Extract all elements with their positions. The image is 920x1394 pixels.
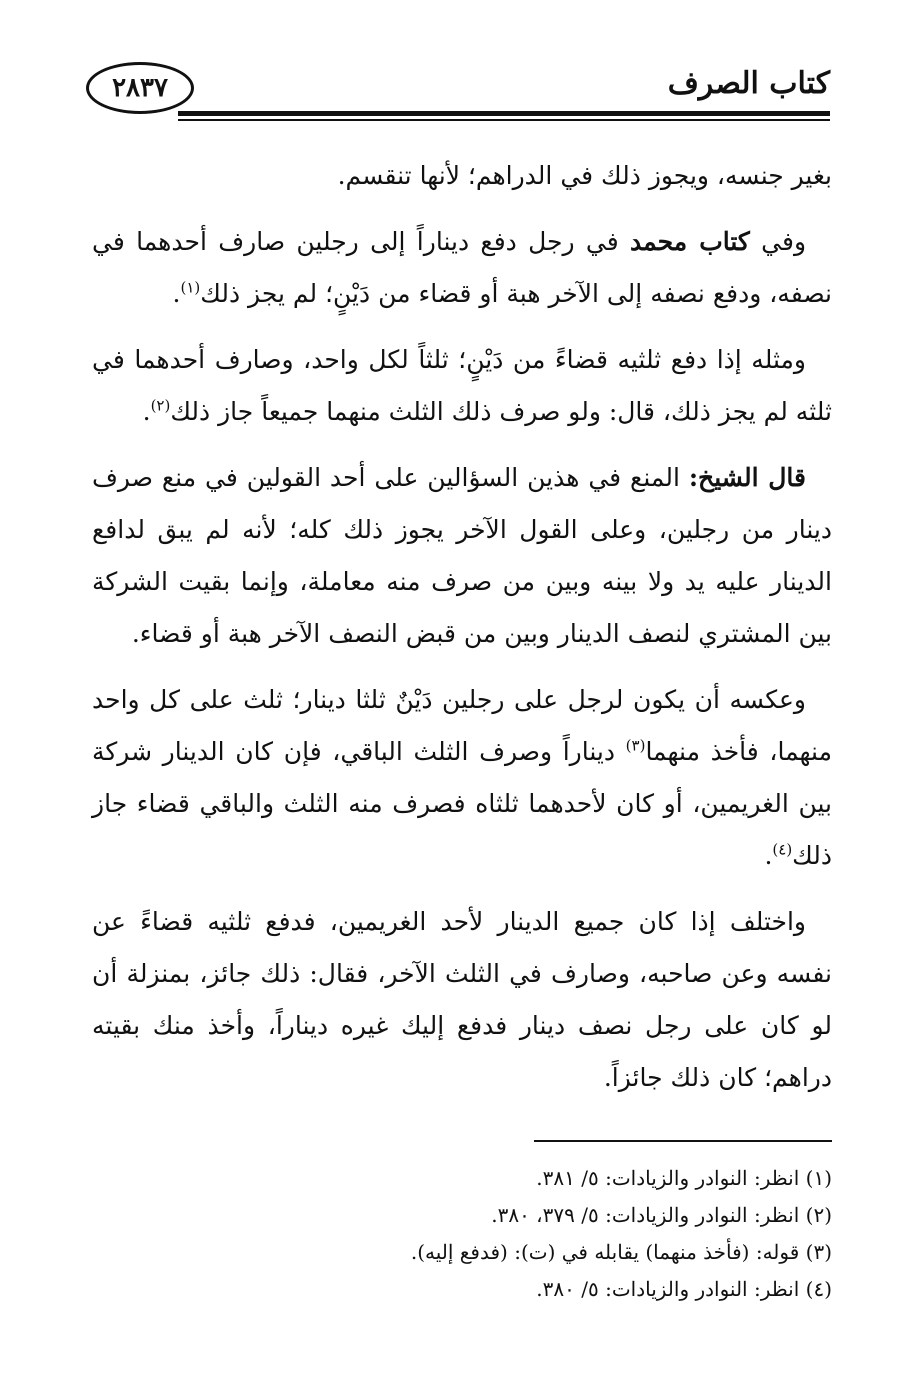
header-rule-thick	[178, 111, 830, 116]
footnote-4: (٤) انظر: النوادر والزيادات: ٥/ ٣٨٠.	[536, 1277, 832, 1301]
footnotes	[92, 1160, 832, 1308]
book-title: كتاب الصرف	[667, 66, 830, 101]
page-number: ٢٨٣٧	[112, 73, 168, 103]
paragraph-6: واختلف إذا كان جميع الدينار لأحد الغريمين، فدفع ثلثيه قضاءً عن نفسه وعن صاحبه، وصارف في الثلث الآخر، فقال: ذلك جائز، بمنزلة أن لو كان على رجل نصف دينار فدفع إليك غيره ديناراً، وأخذ منك بقيته دراهم؛ كان ذلك جائزاً.	[92, 907, 832, 1092]
paragraph-4: قال الشيخ: المنع في هذين السؤالين على أحد القولين في منع صرف دينار من رجلين، وعلى القول الآخر يجوز ذلك كله؛ لأنه لم يبق لدافع الدينار عليه يد ولا بينه وبين من صرف منه معاملة، وإنما بقيت الشركة بين المشتري لنصف الدينار وبين من قبض النصف الآخر هبة أو قضاء.	[92, 463, 832, 648]
paragraph-5: وعكسه أن يكون لرجل على رجلين دَيْنٌ ثلثا دينار؛ ثلث على كل واحد منهما، فأخذ منهما$^{(٣)}$ ديناراً وصرف الثلث الباقي، فإن كان الدينار شركة بين الغريمين، أو كان لأحدهما ثلثاه فصرف منه الثلث والباقي قضاء جاز ذلك$^{(٤)}$.	[92, 685, 832, 870]
page-header	[86, 58, 830, 122]
paragraph-1: بغير جنسه، ويجوز ذلك في الدراهم؛ لأنها تنقسم.	[337, 161, 832, 190]
footnote-ref-1: (١)	[180, 278, 201, 297]
cited-book: كتاب محمد	[630, 227, 750, 256]
footnote-divider	[534, 1140, 832, 1142]
footnote-2: (٢) انظر: النوادر والزيادات: ٥/ ٣٧٩، ٣٨٠.	[491, 1203, 832, 1227]
footnote-3: (٣) قوله: (فأخذ منهما) يقابله في (ت): (فدفع إليه).	[410, 1240, 832, 1264]
header-rule-thin	[178, 119, 830, 121]
footnote-1: (١) انظر: النوادر والزيادات: ٥/ ٣٨١.	[536, 1166, 832, 1190]
footnote-ref-4: (٤)	[772, 840, 793, 859]
main-text	[92, 150, 832, 1118]
sheikh-label: قال الشيخ:	[688, 463, 807, 492]
footnote-ref-2: (٢)	[150, 396, 171, 415]
paragraph-3: ومثله إذا دفع ثلثيه قضاءً من دَيْنٍ؛ ثلثاً لكل واحد، وصارف أحدهما في ثلثه لم يجز ذلك، قال: ولو صرف ذلك الثلث منهما جميعاً جاز ذلك$^{(٢)}$.	[92, 345, 832, 426]
footnote-ref-3: (٣)	[625, 736, 646, 755]
paragraph-2: وفي كتاب محمد في رجل دفع ديناراً إلى رجلين صارف أحدهما في نصفه، ودفع نصفه إلى الآخر هبة أو قضاء من دَيْنٍ؛ لم يجز ذلك$^{(١)}$.	[92, 227, 832, 308]
page-number-oval	[86, 62, 194, 114]
